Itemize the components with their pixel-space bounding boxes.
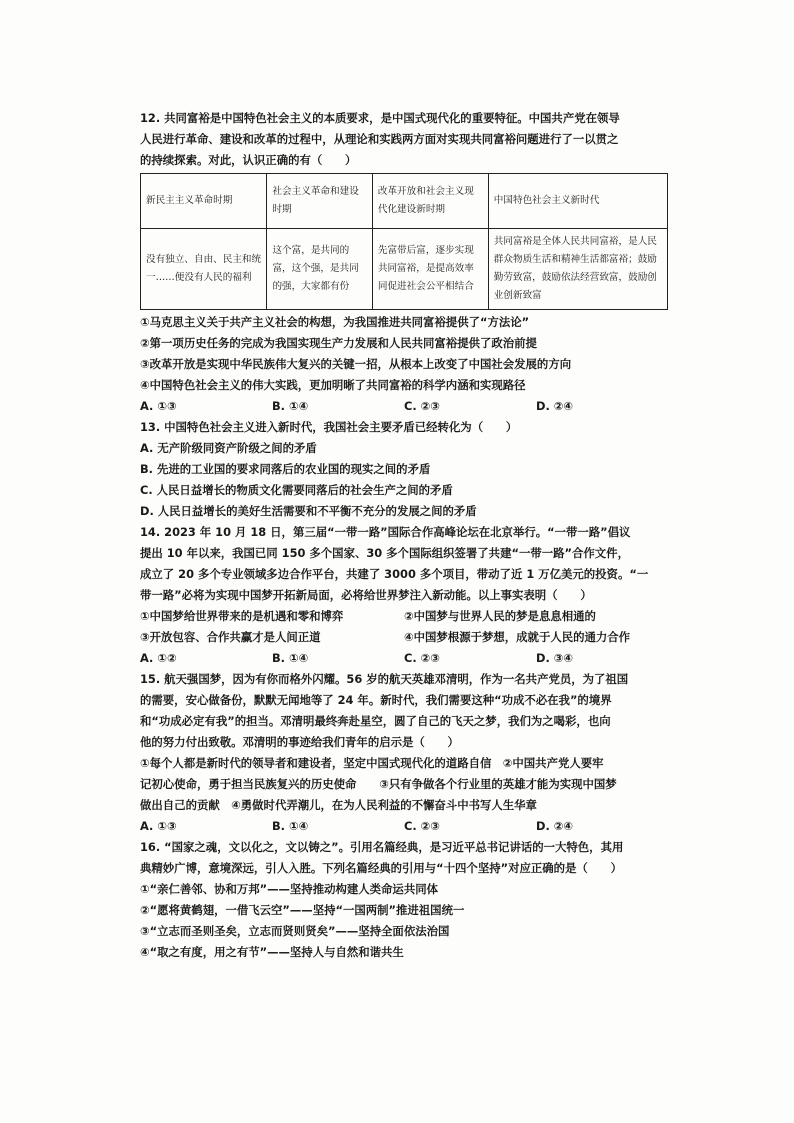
q14-stem-line: 14. 2023 年 10 月 18 日，第三届“一带一路”国际合作高峰论坛在北京举行。“一带一路”倡议	[140, 525, 631, 539]
option-c[interactable]: C. ②③	[404, 819, 440, 833]
q15-stem-line: 他的努力付出致敬。邓清明的事迹给我们青年的启示是（ ）	[140, 735, 459, 749]
table-cell: 这个富，是共同的富，这个强，是共同的强，大家都有份	[267, 229, 372, 310]
table-header-cell: 改革开放和社会主义现代化建设新时期	[372, 174, 488, 229]
q15-stem-line: 和“功成必定有我”的担当。邓清明最终奔赴星空，圆了自己的飞天之梦，我们为之喝彩，也向	[140, 714, 611, 728]
q14-stem-line: 带一路”必将为实现中国梦开拓新局面，必将给世界梦注入新动能。以上事实表明（ ）	[140, 588, 592, 602]
q13-choice-a[interactable]: A. 无产阶级同资产阶级之间的矛盾	[140, 441, 317, 455]
q13-choice-d[interactable]: D. 人民日益增长的美好生活需要和不平衡不充分的发展之间的矛盾	[140, 504, 477, 518]
option-a[interactable]: A. ①②	[140, 651, 177, 665]
option-d[interactable]: D. ③④	[536, 651, 574, 665]
q12-stem-line: 人民进行革命、建设和改革的过程中，从理论和实践两方面对实现共同富裕问题进行了一以贯之	[140, 132, 619, 146]
table-row	[141, 229, 668, 310]
q12-statement: ②第一项历史任务的完成为我国实现生产力发展和人民共同富裕提供了政治前提	[140, 336, 537, 350]
q15-stem-line: 的需要，安心做备份，默默无闻地等了 24 年。新时代，我们需要这种“功成不必在我”的境界	[140, 693, 612, 707]
q16-stem-line: 16. “国家之魂，文以化之，文以铸之”。引用名篇经典，是习近平总书记讲话的一大特色，其用	[140, 840, 624, 854]
table-header-cell: 社会主义革命和建设时期	[267, 174, 372, 229]
q13-choice-b[interactable]: B. 先进的工业国的要求同落后的农业国的现实之间的矛盾	[140, 462, 431, 476]
q12-options	[140, 396, 668, 417]
option-d[interactable]: D. ②④	[536, 819, 574, 833]
q13-choice-c[interactable]: C. 人民日益增长的物质文化需要同落后的社会生产之间的矛盾	[140, 483, 453, 497]
q14-statement: ②中国梦与世界人民的梦是息息相通的	[404, 609, 596, 623]
question-area	[140, 108, 668, 963]
option-c[interactable]: C. ②③	[404, 651, 440, 665]
q15-statement-line: 记初心使命，勇于担当民族复兴的历史使命 ③只有争做各个行业里的英雄才能为实现中国梦	[140, 777, 617, 791]
q15-options	[140, 816, 668, 837]
q12-stem-line: 12. 共同富裕是中国特色社会主义的本质要求，是中国式现代化的重要特征。中国共产党在领导	[140, 111, 620, 125]
q15-stem-line: 15. 航天强国梦，因为有你而格外闪耀。56 岁的航天英雄邓清明，作为一名共产党员，为了祖国	[140, 672, 629, 686]
table-header-row	[141, 174, 668, 229]
q14-statements-row	[140, 606, 668, 627]
q16-statement: ③“立志而圣则圣矣，立志而贤则贤矣”——坚持全面依法治国	[140, 924, 450, 938]
question-15	[140, 669, 668, 837]
q14-statements-row	[140, 627, 668, 648]
question-16	[140, 837, 668, 963]
option-c[interactable]: C. ②③	[404, 399, 440, 413]
table-cell: 先富带后富，逐步实现共同富裕，是提高效率同促进社会公平相结合	[372, 229, 488, 310]
q14-stem-line: 成立了 20 多个专业领域多边合作平台，共建了 3000 多个项目，带动了近 1 万亿美元的投资。“一	[140, 567, 649, 581]
table-cell: 共同富裕是全体人民共同富裕，是人民群众物质生活和精神生活都富裕；鼓励勤劳致富，鼓励依法经营致富，鼓励创业创新致富	[488, 229, 667, 310]
q12-statement: ③改革开放是实现中华民族伟大复兴的关键一招，从根本上改变了中国社会发展的方向	[140, 357, 572, 371]
q14-stem-line: 提出 10 年以来，我国已同 150 多个国家、30 多个国际组织签署了共建“一带一路”合作文件，	[140, 546, 629, 560]
q16-statement: ④“取之有度，用之有节”——坚持人与自然和谐共生	[140, 945, 404, 959]
history-periods-table	[140, 173, 668, 310]
option-b[interactable]: B. ①④	[272, 399, 309, 413]
question-14	[140, 522, 668, 669]
q16-stem-line: 典精妙广博，意境深远，引人入胜。下列名篇经典的引用与“十四个坚持”对应正确的是（ ）	[140, 861, 622, 875]
q15-statement-line: 做出自己的贡献 ④勇做时代弄潮儿，在为人民利益的不懈奋斗中书写人生华章	[140, 798, 537, 812]
q14-statement: ③开放包容、合作共赢才是人间正道	[140, 630, 321, 644]
option-d[interactable]: D. ②④	[536, 399, 574, 413]
q16-statement: ①“亲仁善邻、协和万邦”——坚持推动构建人类命运共同体	[140, 882, 438, 896]
question-12	[140, 108, 668, 417]
option-a[interactable]: A. ①③	[140, 399, 177, 413]
question-13	[140, 417, 668, 522]
q14-statement: ①中国梦给世界带来的是机遇和零和博弈	[140, 609, 344, 623]
option-b[interactable]: B. ①④	[272, 819, 309, 833]
table-header-cell: 新民主主义革命时期	[141, 174, 267, 229]
q12-stem-line: 的持续探索。对此，认识正确的有（ ）	[140, 153, 357, 167]
q15-statement-line: ①每个人都是新时代的领导者和建设者，坚定中国式现代化的道路自信 ②中国共产党人要牢	[140, 756, 604, 770]
q13-stem: 13. 中国特色社会主义进入新时代，我国社会主要矛盾已经转化为（ ）	[140, 420, 518, 434]
q14-options	[140, 648, 668, 669]
q14-statement: ④中国梦根源于梦想，成就于人民的通力合作	[404, 630, 631, 644]
q12-statement: ①马克思主义关于共产主义社会的构想，为我国推进共同富裕提供了“方法论”	[140, 315, 530, 329]
q12-statement: ④中国特色社会主义的伟大实践，更加明晰了共同富裕的科学内涵和实现路径	[140, 378, 526, 392]
option-a[interactable]: A. ①③	[140, 819, 177, 833]
option-b[interactable]: B. ①④	[272, 651, 309, 665]
q16-statement: ②“愿将黄鹤翅，一借飞云空”——坚持“一国两制”推进祖国统一	[140, 903, 465, 917]
table-header-cell: 中国特色社会主义新时代	[488, 174, 667, 229]
table-cell: 没有独立、自由、民主和统一……便没有人民的福利	[141, 229, 267, 310]
